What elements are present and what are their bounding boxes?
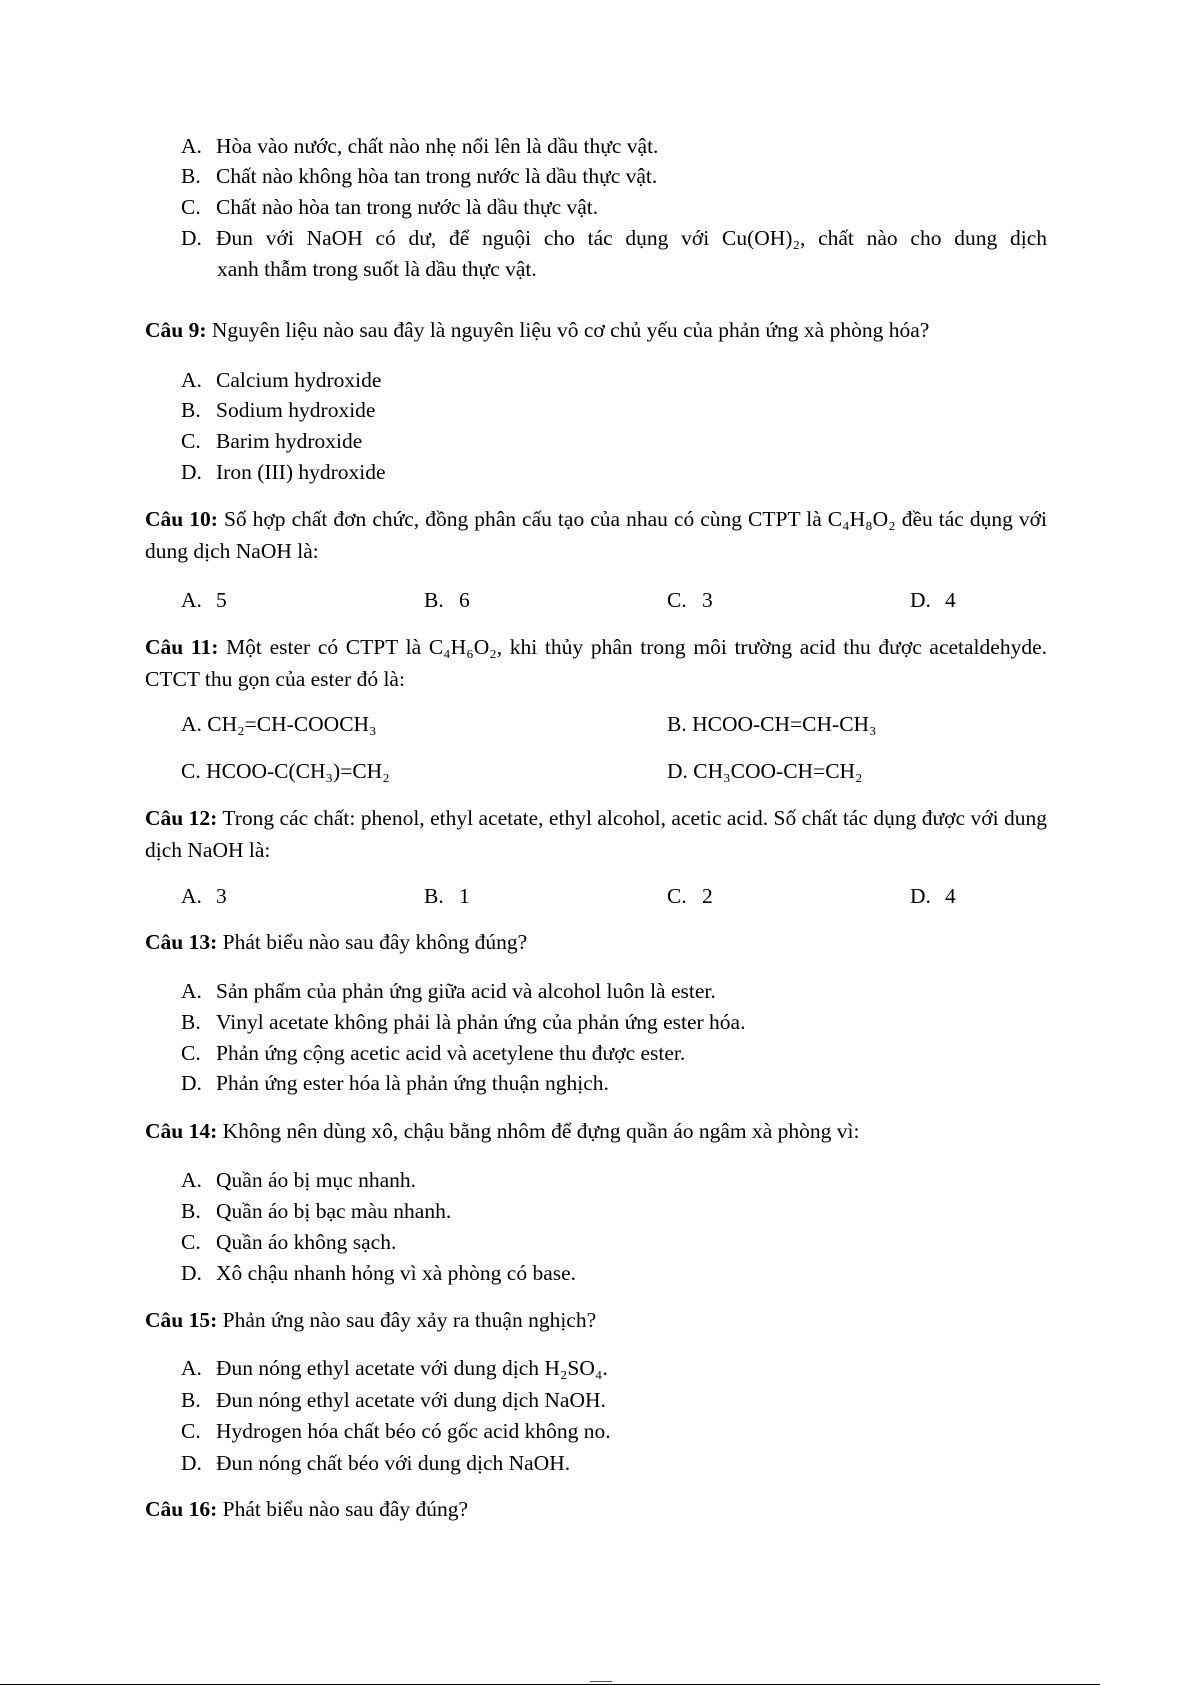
q11-option-c: C. HCOO-C(CH₃)=CH₂ bbox=[181, 759, 390, 783]
question-label: Câu 16: bbox=[145, 1497, 218, 1521]
q9-option-c: C. Barim hydroxide bbox=[181, 429, 363, 453]
q13-option-a: A. Sản phẩm của phản ứng giữa acid và alcohol luôn là ester. bbox=[181, 979, 716, 1003]
q8-option-a: A. Hòa vào nước, chất nào nhẹ nổi lên là dầu thực vật. bbox=[181, 134, 659, 158]
q13-option-d: D. Phản ứng ester hóa là phản ứng thuận nghịch. bbox=[181, 1071, 609, 1095]
footer-mark bbox=[590, 1681, 612, 1682]
question-16: Câu 16: Phát biểu nào sau đây đúng? bbox=[145, 1497, 469, 1521]
q15-option-a: A. Đun nóng ethyl acetate với dung dịch H₂SO₄. bbox=[181, 1356, 608, 1380]
question-label: Câu 12: bbox=[145, 806, 218, 830]
q10-option-b: B. 6 bbox=[424, 588, 470, 612]
q8-option-d-continued: xanh thẫm trong suốt là dầu thực vật. bbox=[217, 257, 537, 281]
question-9: Câu 9: Nguyên liệu nào sau đây là nguyên liệu vô cơ chủ yếu của phản ứng xà phòng hóa? bbox=[145, 318, 930, 342]
question-12: Câu 12: Trong các chất: phenol, ethyl acetate, ethyl alcohol, acetic acid. Số chất tác dụng được với dung dịch NaOH là: bbox=[145, 806, 1047, 862]
q10-option-c: C. 3 bbox=[667, 588, 713, 612]
question-15: Câu 15: Phản ứng nào sau đây xảy ra thuận nghịch? bbox=[145, 1308, 597, 1332]
question-10: Câu 10: Số hợp chất đơn chức, đồng phân cấu tạo của nhau có cùng CTPT là C₄H₈O₂ đều tác dụng với dung dịch NaOH là: bbox=[145, 507, 1047, 563]
q12-option-b: B. 1 bbox=[424, 884, 470, 908]
question-label: Câu 13: bbox=[145, 930, 218, 954]
q14-option-a: A. Quần áo bị mục nhanh. bbox=[181, 1168, 417, 1192]
q15-option-d: D. Đun nóng chất béo với dung dịch NaOH. bbox=[181, 1451, 571, 1475]
q12-option-d: D. 4 bbox=[910, 884, 956, 908]
q14-option-d: D. Xô chậu nhanh hỏng vì xà phòng có base. bbox=[181, 1261, 577, 1285]
question-label: Câu 9: bbox=[145, 318, 207, 342]
q10-option-a: A. 5 bbox=[181, 588, 227, 612]
q11-option-b: B. HCOO-CH=CH-CH₃ bbox=[667, 712, 877, 736]
question-label: Câu 11: bbox=[145, 635, 219, 659]
q11-option-d: D. CH₃COO-CH=CH₂ bbox=[667, 759, 863, 783]
q9-option-b: B. Sodium hydroxide bbox=[181, 398, 376, 422]
question-label: Câu 14: bbox=[145, 1119, 218, 1143]
question-13: Câu 13: Phát biểu nào sau đây không đúng? bbox=[145, 930, 528, 954]
q12-option-c: C. 2 bbox=[667, 884, 713, 908]
question-label: Câu 15: bbox=[145, 1308, 218, 1332]
q14-option-b: B. Quần áo bị bạc màu nhanh. bbox=[181, 1199, 452, 1223]
q8-option-b: B. Chất nào không hòa tan trong nước là dầu thực vật. bbox=[181, 164, 658, 188]
q13-option-c: C. Phản ứng cộng acetic acid và acetylene thu được ester. bbox=[181, 1041, 686, 1065]
q11-option-a: A. CH₂=CH-COOCH₃ bbox=[181, 712, 377, 736]
q10-option-d: D. 4 bbox=[910, 588, 956, 612]
q9-option-d: D. Iron (III) hydroxide bbox=[181, 460, 386, 484]
q8-option-d: D. Đun với NaOH có dư, để nguội cho tác dụng với Cu(OH)₂, chất nào cho dung dịch bbox=[181, 226, 1047, 250]
q9-option-a: A. Calcium hydroxide bbox=[181, 368, 382, 392]
q14-option-c: C. Quần áo không sạch. bbox=[181, 1230, 397, 1254]
q15-option-b: B. Đun nóng ethyl acetate với dung dịch NaOH. bbox=[181, 1388, 606, 1412]
q13-option-b: B. Vinyl acetate không phải là phản ứng của phản ứng ester hóa. bbox=[181, 1010, 746, 1034]
q12-option-a: A. 3 bbox=[181, 884, 227, 908]
question-11: Câu 11: Một ester có CTPT là C₄H₆O₂, khi thủy phân trong môi trường acid thu được acetaldehyde. CTCT thu gọn của ester đó là: bbox=[145, 635, 1047, 691]
question-14: Câu 14: Không nên dùng xô, chậu bằng nhôm để đựng quần áo ngâm xà phòng vì: bbox=[145, 1119, 860, 1143]
q15-option-c: C. Hydrogen hóa chất béo có gốc acid không no. bbox=[181, 1419, 611, 1443]
q8-option-c: C. Chất nào hòa tan trong nước là dầu thực vật. bbox=[181, 195, 599, 219]
question-label: Câu 10: bbox=[145, 507, 218, 531]
